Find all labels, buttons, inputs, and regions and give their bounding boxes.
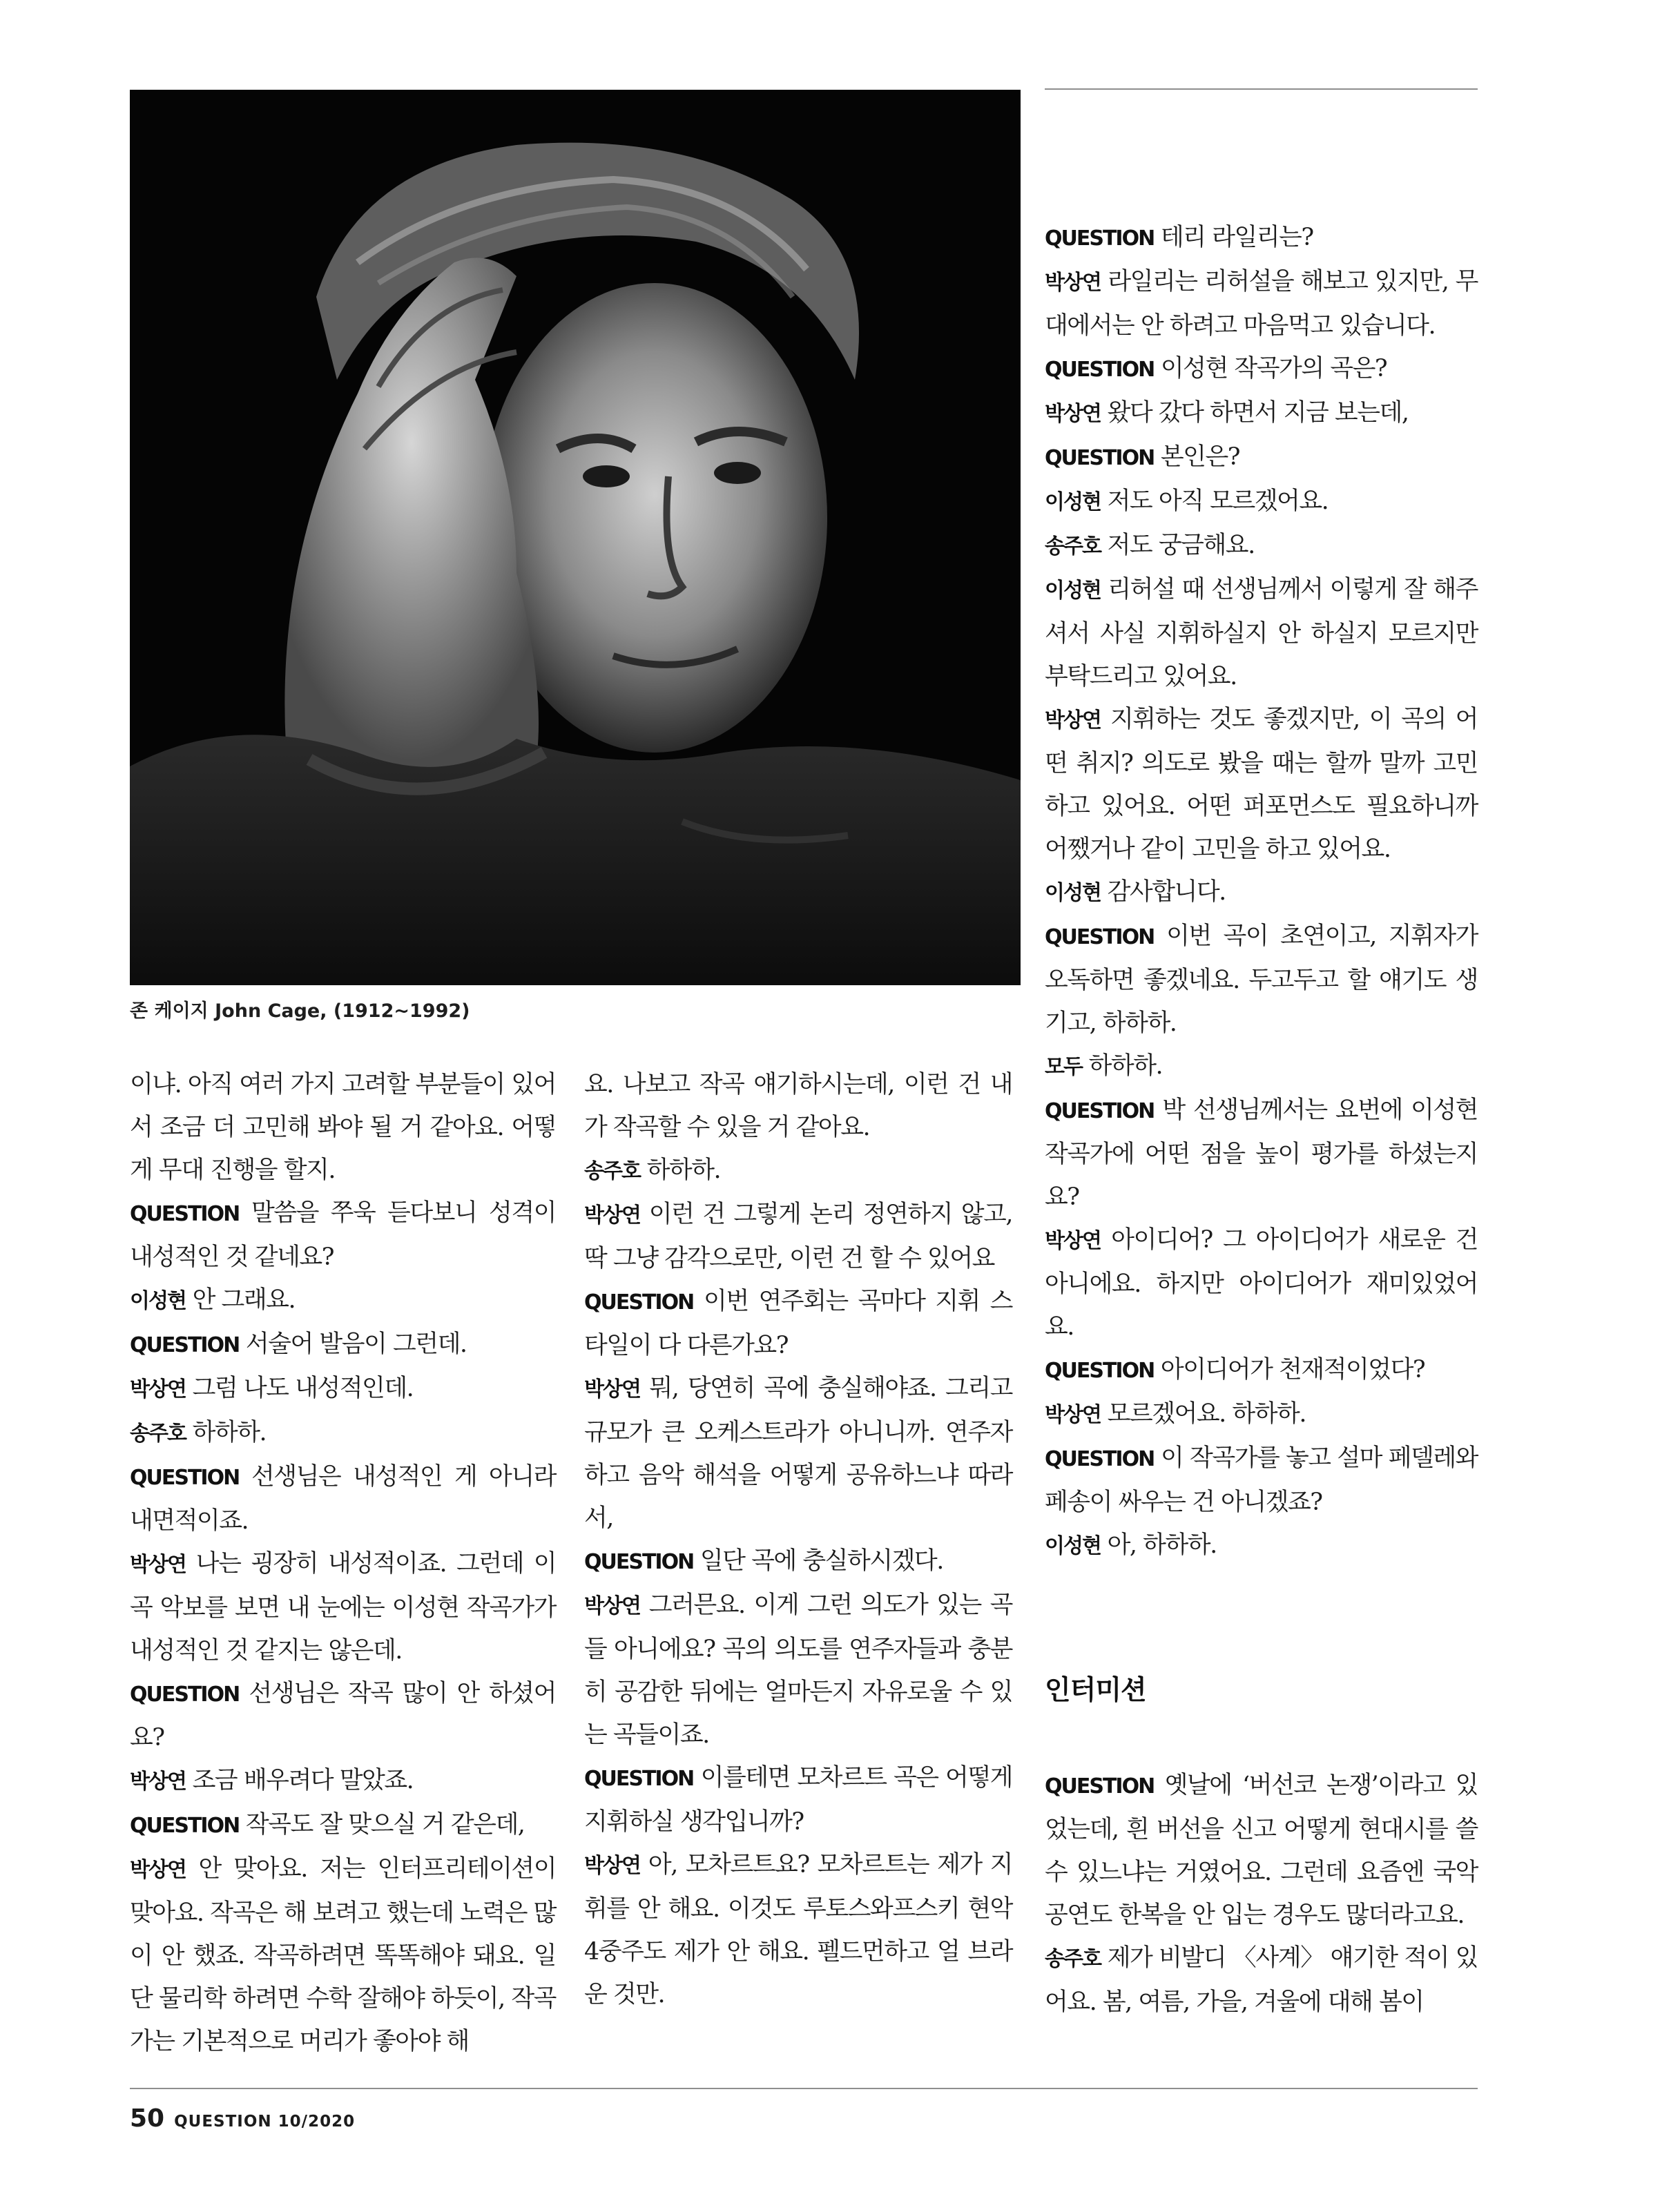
dialogue-text: 하하하. <box>192 1419 267 1446</box>
dialogue-text: 선생님은 작곡 많이 안 하셨어요? <box>130 1680 556 1752</box>
speaker-name: 박상연 <box>584 1594 640 1618</box>
dialogue-line <box>1045 391 1478 436</box>
dialogue-text: 제가 비발디 〈사계〉 얘기한 적이 있어요. 봄, 여름, 가을, 겨울에 대해 봄이 <box>1045 1944 1478 2016</box>
dialogue-text: 아이디어가 천재적이었다? <box>1160 1356 1425 1384</box>
dialogue-line <box>130 1542 556 1672</box>
dialogue-line <box>1045 1524 1478 1568</box>
dialogue-line <box>584 1063 1012 1149</box>
speaker-name: 박상연 <box>1045 271 1101 295</box>
speaker-name: 송주호 <box>1045 534 1101 559</box>
dialogue-line <box>1045 260 1478 347</box>
speaker-name: QUESTION <box>584 1767 694 1791</box>
dialogue-line <box>130 1063 556 1192</box>
dialogue-text: 지휘하는 것도 좋겠지만, 이 곡의 어떤 취지? 의도로 봤을 때는 할까 말까 고민하고 있어요. 어떤 퍼포먼스도 필요하니까 어쨌거나 같이 고민을 하고 있어요. <box>1045 706 1478 863</box>
speaker-name: 박상연 <box>1045 708 1101 733</box>
dialogue-line <box>130 1455 556 1542</box>
top-divider <box>1045 88 1478 90</box>
dialogue-line <box>1045 1089 1478 1219</box>
dialogue-line <box>1045 436 1478 480</box>
dialogue-line <box>1045 1348 1478 1393</box>
photo-caption: 존 케이지 John Cage, (1912~1992) <box>130 1000 470 1022</box>
dialogue-line <box>130 1672 556 1759</box>
dialogue-line <box>130 1759 556 1803</box>
speaker-name: 박상연 <box>130 1770 186 1794</box>
dialogue-line <box>1045 1393 1478 1437</box>
dialogue-line <box>130 1803 556 1848</box>
dialogue-text: 그러믄요. 이게 그런 의도가 있는 곡들 아니에요? 곡의 의도를 연주자들과 충분히 공감한 뒤에는 얼마든지 자유로울 수 있는 곡들이죠. <box>584 1591 1012 1749</box>
portrait-image <box>130 90 1021 985</box>
dialogue-text: 아, 하하하. <box>1107 1531 1217 1559</box>
dialogue-text: 하하하. <box>646 1156 721 1184</box>
speaker-name: 송주호 <box>130 1422 186 1446</box>
dialogue-text: 요. 나보고 작곡 얘기하시는데, 이런 건 내가 작곡할 수 있을 거 같아요. <box>584 1071 1012 1141</box>
dialogue-text: 왔다 갔다 하면서 지금 보는데, <box>1107 399 1409 427</box>
speaker-name: QUESTION <box>1045 925 1155 949</box>
speaker-name: QUESTION <box>584 1290 694 1315</box>
speaker-name: QUESTION <box>1045 358 1155 382</box>
portrait-photo <box>130 90 1021 985</box>
dialogue-text: 일단 곡에 충실하시겠다. <box>699 1547 943 1575</box>
dialogue-text: 테리 라일리는? <box>1160 224 1313 251</box>
speaker-name: QUESTION <box>130 1814 240 1838</box>
speaker-name: 박상연 <box>130 1858 186 1882</box>
dialogue-text: 서술어 발음이 그런데. <box>245 1330 467 1358</box>
dialogue-line <box>1045 480 1478 524</box>
section-heading: 인터미션 <box>1045 1675 1146 1706</box>
speaker-name: 이성현 <box>130 1289 186 1313</box>
dialogue-text: 말씀을 쭈욱 듣다보니 성격이 내성적인 것 같네요? <box>130 1199 556 1271</box>
dialogue-text: 조금 배우려다 말았죠. <box>192 1767 414 1794</box>
speaker-name: QUESTION <box>1045 1447 1155 1471</box>
speaker-name: QUESTION <box>1045 226 1155 251</box>
dialogue-line <box>584 1584 1012 1756</box>
dialogue-text: 이번 곡이 초연이고, 지휘자가 오독하면 좋겠네요. 두고두고 할 얘기도 생기고, 하하하. <box>1045 922 1478 1037</box>
dialogue-line <box>130 1279 556 1323</box>
dialogue-line <box>1045 698 1478 871</box>
dialogue-text: 뭐, 당연히 곡에 충실해야죠. 그리고 규모가 큰 오케스트라가 아니니까. 연주자하고 음악 해석을 어떻게 공유하느냐 따라서, <box>584 1375 1012 1532</box>
speaker-name: QUESTION <box>130 1466 240 1490</box>
dialogue-line <box>584 1540 1012 1584</box>
dialogue-text: 그럼 나도 내성적인데. <box>192 1375 414 1402</box>
speaker-name: 박상연 <box>584 1854 640 1878</box>
dialogue-line <box>584 1756 1012 1843</box>
dialogue-line <box>130 1411 556 1455</box>
page-number: 50 <box>130 2104 165 2133</box>
dialogue-text: 이번 연주회는 곡마다 지휘 스타일이 다 다른가요? <box>584 1288 1012 1359</box>
dialogue-line <box>1045 216 1478 260</box>
interview-column-1 <box>130 1063 556 2063</box>
speaker-name: 박상연 <box>1045 1229 1101 1253</box>
dialogue-text: 박 선생님께서는 요번에 이성현 작곡가에 어떤 점을 높이 평가를 하셨는지요? <box>1045 1096 1478 1211</box>
dialogue-line <box>1045 1937 1478 2024</box>
speaker-name: 박상연 <box>130 1553 186 1577</box>
dialogue-text: 아, 모차르트요? 모차르트는 제가 지휘를 안 해요. 이것도 루토스와프스키 현악4중주도 제가 안 해요. 펠드먼하고 얼 브라운 것만. <box>584 1851 1012 2008</box>
speaker-name: 이성현 <box>1045 1534 1101 1558</box>
dialogue-text: 아이디어? 그 아이디어가 새로운 건 아니에요. 하지만 아이디어가 재미있었어요. <box>1045 1226 1478 1341</box>
speaker-name: QUESTION <box>1045 446 1155 470</box>
dialogue-line <box>1045 1764 1478 1937</box>
dialogue-line <box>584 1843 1012 2016</box>
dialogue-line <box>1045 347 1478 391</box>
speaker-name: QUESTION <box>1045 1359 1155 1383</box>
dialogue-line <box>1045 915 1478 1045</box>
speaker-name: QUESTION <box>130 1202 240 1226</box>
dialogue-line <box>130 1192 556 1279</box>
speaker-name: 이성현 <box>1045 881 1101 905</box>
dialogue-text: 옛날에 ‘버선코 논쟁’이라고 있었는데, 흰 버선을 신고 어떻게 현대시를 쓸 수 있느냐는 거였어요. 그런데 요즘엔 국악공연도 한복을 안 입는 경우도 많더라고요. <box>1045 1772 1478 1929</box>
dialogue-text: 이를테면 모차르트 곡은 어떻게 지휘하실 생각입니까? <box>584 1764 1012 1836</box>
speaker-name: 모두 <box>1045 1055 1082 1079</box>
speaker-name: QUESTION <box>130 1683 240 1707</box>
dialogue-line <box>584 1367 1012 1540</box>
dialogue-line <box>1045 1045 1478 1089</box>
dialogue-line <box>130 1367 556 1411</box>
intermission-section <box>1045 1669 1478 1712</box>
dialogue-text: 하하하. <box>1088 1052 1163 1080</box>
dialogue-text: 안 맞아요. 저는 인터프리테이션이 맞아요. 작곡은 해 보려고 했는데 노력은 많이 안 했죠. 작곡하려면 똑똑해야 돼요. 일단 물리학 하려면 수학 잘해야 하듯이, 작곡가는 기본적으로 머리가 좋아야 해 <box>130 1855 556 2055</box>
speaker-name: QUESTION <box>130 1333 240 1357</box>
dialogue-text: 이냐. 아직 여러 가지 고려할 부분들이 있어서 조금 더 고민해 봐야 될 거 같아요. 어떻게 무대 진행을 할지. <box>130 1071 556 1184</box>
speaker-name: 박상연 <box>584 1377 640 1402</box>
dialogue-text: 본인은? <box>1160 443 1240 471</box>
dialogue-text: 모르겠어요. 하하하. <box>1107 1400 1306 1428</box>
dialogue-text: 감사합니다. <box>1107 878 1226 906</box>
speaker-name: 박상연 <box>130 1377 186 1402</box>
dialogue-text: 라일리는 리허설을 해보고 있지만, 무대에서는 안 하려고 마음먹고 있습니다. <box>1045 268 1478 340</box>
dialogue-line <box>1045 568 1478 698</box>
speaker-name: 이성현 <box>1045 579 1101 603</box>
dialogue-line <box>130 1848 556 2063</box>
dialogue-line <box>584 1193 1012 1280</box>
speaker-name: 송주호 <box>584 1159 640 1183</box>
speaker-name: 박상연 <box>1045 402 1101 426</box>
speaker-name: QUESTION <box>584 1550 694 1574</box>
page-footer <box>130 2104 355 2133</box>
magazine-issue: QUESTION 10/2020 <box>174 2113 356 2131</box>
dialogue-text: 이성현 작곡가의 곡은? <box>1160 355 1387 382</box>
dialogue-text: 나는 굉장히 내성적이죠. 그런데 이 곡 악보를 보면 내 눈에는 이성현 작곡가가 내성적인 것 같지는 않은데. <box>130 1550 556 1665</box>
speaker-name: QUESTION <box>1045 1099 1155 1123</box>
speaker-name: 이성현 <box>1045 490 1101 514</box>
dialogue-line <box>1045 1219 1478 1348</box>
dialogue-text: 이런 건 그렇게 논리 정연하지 않고, 딱 그냥 감각으로만, 이런 건 할 수 있어요 <box>584 1201 1012 1272</box>
dialogue-line <box>1045 1437 1478 1524</box>
dialogue-text: 리허설 때 선생님께서 이렇게 잘 해주셔서 사실 지휘하실지 안 하실지 모르지만 부탁드리고 있어요. <box>1045 576 1478 690</box>
dialogue-text: 안 그래요. <box>192 1286 296 1314</box>
dialogue-line <box>1045 871 1478 915</box>
dialogue-text: 저도 아직 모르겠어요. <box>1107 487 1329 515</box>
dialogue-text: 저도 궁금해요. <box>1107 532 1255 559</box>
speaker-name: 박상연 <box>1045 1403 1101 1427</box>
speaker-name: 송주호 <box>1045 1947 1101 1971</box>
dialogue-line <box>584 1280 1012 1367</box>
speaker-name: QUESTION <box>1045 1774 1155 1799</box>
dialogue-text: 선생님은 내성적인 게 아니라 내면적이죠. <box>130 1463 556 1535</box>
dialogue-line <box>584 1149 1012 1193</box>
interview-column-3 <box>1045 216 1478 1568</box>
footer-divider <box>130 2088 1478 2089</box>
interview-column-2 <box>584 1063 1012 2016</box>
dialogue-text: 이 작곡가를 놓고 설마 페델레와 페송이 싸우는 건 아니겠죠? <box>1045 1444 1478 1516</box>
interview-column-3-continued <box>1045 1764 1478 2024</box>
dialogue-line <box>130 1323 556 1367</box>
speaker-name: 박상연 <box>584 1203 640 1228</box>
dialogue-text: 작곡도 잘 맞으실 거 같은데, <box>245 1811 525 1839</box>
dialogue-line <box>1045 524 1478 568</box>
